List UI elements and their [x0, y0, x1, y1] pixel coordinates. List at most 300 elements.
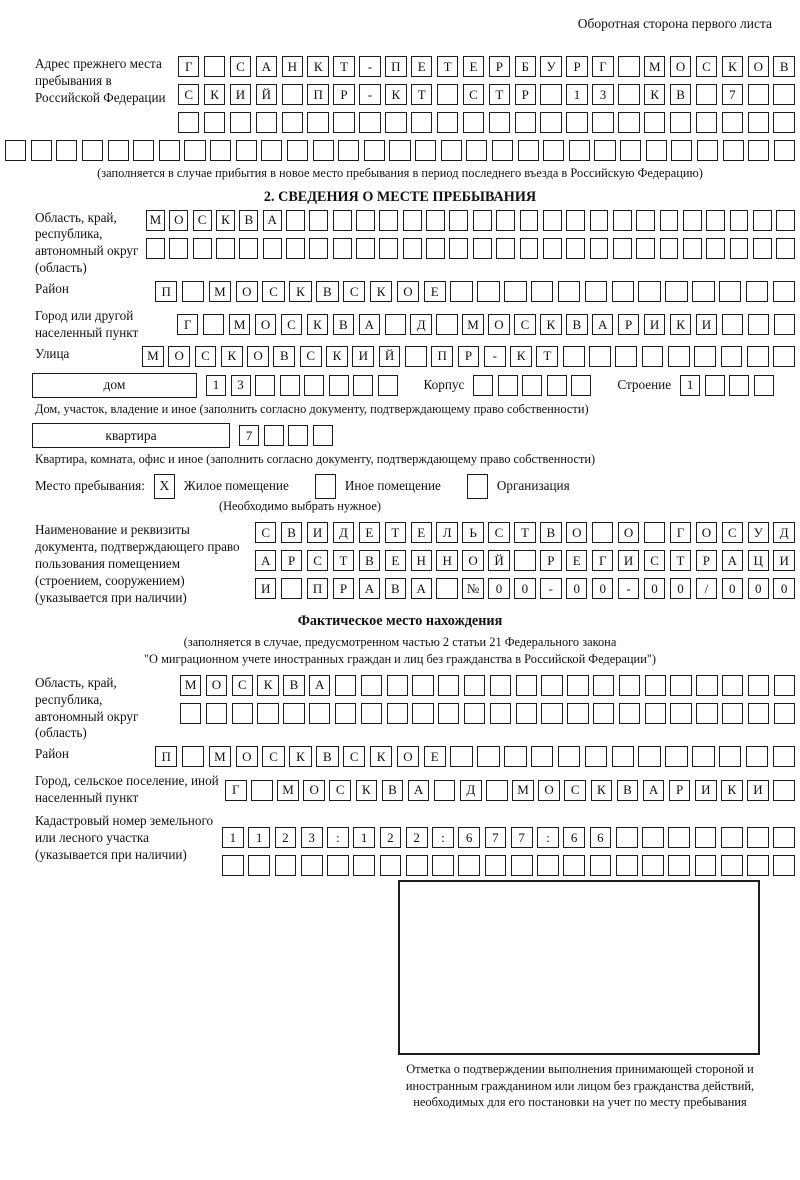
char-cell[interactable]: И: [255, 578, 276, 599]
char-cell[interactable]: [773, 780, 795, 801]
char-cell[interactable]: М: [146, 210, 165, 231]
char-cell[interactable]: В: [670, 84, 691, 105]
char-cell[interactable]: [558, 746, 580, 767]
char-cell[interactable]: [748, 314, 769, 335]
char-cell[interactable]: №: [462, 578, 483, 599]
char-cell[interactable]: [636, 210, 655, 231]
char-cell[interactable]: [335, 703, 356, 724]
char-cell[interactable]: [696, 675, 717, 696]
char-cell[interactable]: [333, 238, 352, 259]
char-cell[interactable]: [615, 346, 637, 367]
char-cell[interactable]: -: [540, 578, 561, 599]
char-cell[interactable]: [210, 140, 231, 161]
char-cell[interactable]: 0: [748, 578, 769, 599]
char-cell[interactable]: [511, 855, 533, 876]
char-cell[interactable]: [287, 140, 308, 161]
char-cell[interactable]: М: [512, 780, 534, 801]
char-cell[interactable]: [747, 346, 769, 367]
char-cell[interactable]: [204, 56, 225, 77]
char-cell[interactable]: О: [696, 522, 717, 543]
char-cell[interactable]: [385, 112, 406, 133]
char-cell[interactable]: Р: [333, 578, 354, 599]
char-cell[interactable]: [541, 675, 562, 696]
char-cell[interactable]: С: [262, 746, 284, 767]
char-cell[interactable]: [327, 855, 349, 876]
char-cell[interactable]: [642, 827, 664, 848]
char-cell[interactable]: [329, 375, 349, 396]
char-cell[interactable]: [670, 112, 691, 133]
char-cell[interactable]: [774, 314, 795, 335]
char-cell[interactable]: Г: [670, 522, 691, 543]
char-cell[interactable]: [378, 375, 398, 396]
char-cell[interactable]: 1: [206, 375, 226, 396]
char-cell[interactable]: [333, 210, 352, 231]
char-cell[interactable]: [616, 827, 638, 848]
char-cell[interactable]: [450, 281, 472, 302]
char-cell[interactable]: [463, 112, 484, 133]
char-cell[interactable]: [184, 140, 205, 161]
char-cell[interactable]: [694, 346, 716, 367]
char-cell[interactable]: [638, 281, 660, 302]
char-cell[interactable]: [498, 375, 518, 396]
char-cell[interactable]: [338, 140, 359, 161]
char-cell[interactable]: [566, 112, 587, 133]
char-cell[interactable]: С: [329, 780, 351, 801]
char-cell[interactable]: [612, 746, 634, 767]
char-cell[interactable]: В: [281, 522, 302, 543]
char-cell[interactable]: О: [236, 281, 258, 302]
char-cell[interactable]: О: [255, 314, 276, 335]
char-cell[interactable]: У: [540, 56, 561, 77]
char-cell[interactable]: [412, 675, 433, 696]
char-cell[interactable]: О: [748, 56, 769, 77]
char-cell[interactable]: П: [307, 84, 328, 105]
char-cell[interactable]: [748, 675, 769, 696]
char-cell[interactable]: С: [463, 84, 484, 105]
char-cell[interactable]: -: [484, 346, 506, 367]
char-cell[interactable]: [251, 780, 273, 801]
char-cell[interactable]: [520, 238, 539, 259]
char-cell[interactable]: О: [670, 56, 691, 77]
char-cell[interactable]: [403, 238, 422, 259]
char-cell[interactable]: [613, 238, 632, 259]
char-cell[interactable]: [531, 746, 553, 767]
char-cell[interactable]: [590, 210, 609, 231]
char-cell[interactable]: :: [432, 827, 454, 848]
char-cell[interactable]: [516, 675, 537, 696]
char-cell[interactable]: М: [180, 675, 201, 696]
char-cell[interactable]: [403, 210, 422, 231]
char-cell[interactable]: [589, 346, 611, 367]
char-cell[interactable]: В: [566, 314, 587, 335]
char-cell[interactable]: [492, 140, 513, 161]
char-cell[interactable]: [670, 675, 691, 696]
char-cell[interactable]: [537, 855, 559, 876]
char-cell[interactable]: С: [644, 550, 665, 571]
char-cell[interactable]: 0: [566, 578, 587, 599]
char-cell[interactable]: [558, 281, 580, 302]
char-cell[interactable]: С: [514, 314, 535, 335]
char-cell[interactable]: [490, 703, 511, 724]
char-cell[interactable]: :: [537, 827, 559, 848]
char-cell[interactable]: [473, 238, 492, 259]
char-cell[interactable]: [729, 375, 749, 396]
char-cell[interactable]: С: [178, 84, 199, 105]
char-cell[interactable]: В: [239, 210, 258, 231]
char-cell[interactable]: [543, 238, 562, 259]
char-cell[interactable]: 7: [722, 84, 743, 105]
char-cell[interactable]: [56, 140, 77, 161]
char-cell[interactable]: А: [256, 56, 277, 77]
char-cell[interactable]: Б: [515, 56, 536, 77]
char-cell[interactable]: [449, 238, 468, 259]
char-cell[interactable]: [280, 375, 300, 396]
char-cell[interactable]: [436, 314, 457, 335]
char-cell[interactable]: [585, 281, 607, 302]
char-cell[interactable]: А: [309, 675, 330, 696]
char-cell[interactable]: [773, 855, 795, 876]
char-cell[interactable]: Е: [359, 522, 380, 543]
char-cell[interactable]: [748, 703, 769, 724]
char-cell[interactable]: [5, 140, 26, 161]
char-cell[interactable]: К: [307, 314, 328, 335]
char-cell[interactable]: Т: [489, 84, 510, 105]
char-cell[interactable]: [31, 140, 52, 161]
char-cell[interactable]: [695, 827, 717, 848]
char-cell[interactable]: 3: [301, 827, 323, 848]
char-cell[interactable]: [307, 112, 328, 133]
char-cell[interactable]: [309, 238, 328, 259]
char-cell[interactable]: [380, 855, 402, 876]
char-cell[interactable]: [566, 210, 585, 231]
char-cell[interactable]: [477, 746, 499, 767]
char-cell[interactable]: Н: [436, 550, 457, 571]
char-cell[interactable]: [450, 746, 472, 767]
char-cell[interactable]: К: [221, 346, 243, 367]
checkbox-residential[interactable]: X: [154, 474, 175, 499]
char-cell[interactable]: Д: [773, 522, 794, 543]
char-cell[interactable]: К: [204, 84, 225, 105]
char-cell[interactable]: [426, 210, 445, 231]
char-cell[interactable]: [133, 140, 154, 161]
char-cell[interactable]: [496, 210, 515, 231]
char-cell[interactable]: [236, 140, 257, 161]
char-cell[interactable]: Т: [437, 56, 458, 77]
char-cell[interactable]: 0: [592, 578, 613, 599]
char-cell[interactable]: [239, 238, 258, 259]
char-cell[interactable]: [776, 210, 795, 231]
char-cell[interactable]: [313, 425, 333, 446]
char-cell[interactable]: [585, 746, 607, 767]
char-cell[interactable]: [774, 140, 795, 161]
char-cell[interactable]: К: [289, 281, 311, 302]
char-cell[interactable]: [592, 522, 613, 543]
char-cell[interactable]: С: [307, 550, 328, 571]
char-cell[interactable]: [335, 675, 356, 696]
char-cell[interactable]: [754, 375, 774, 396]
char-cell[interactable]: [313, 140, 334, 161]
char-cell[interactable]: К: [289, 746, 311, 767]
char-cell[interactable]: [437, 84, 458, 105]
char-cell[interactable]: 0: [488, 578, 509, 599]
char-cell[interactable]: [438, 675, 459, 696]
char-cell[interactable]: [356, 238, 375, 259]
char-cell[interactable]: Г: [225, 780, 247, 801]
char-cell[interactable]: [571, 375, 591, 396]
char-cell[interactable]: [668, 346, 690, 367]
char-cell[interactable]: [644, 522, 665, 543]
char-cell[interactable]: П: [431, 346, 453, 367]
char-cell[interactable]: [387, 703, 408, 724]
char-cell[interactable]: Н: [282, 56, 303, 77]
char-cell[interactable]: [773, 746, 795, 767]
char-cell[interactable]: М: [209, 746, 231, 767]
char-cell[interactable]: [619, 703, 640, 724]
char-cell[interactable]: И: [747, 780, 769, 801]
char-cell[interactable]: [692, 281, 714, 302]
char-cell[interactable]: [464, 703, 485, 724]
char-cell[interactable]: О: [247, 346, 269, 367]
char-cell[interactable]: [515, 112, 536, 133]
char-cell[interactable]: С: [300, 346, 322, 367]
char-cell[interactable]: Д: [460, 780, 482, 801]
char-cell[interactable]: [261, 140, 282, 161]
char-cell[interactable]: [660, 238, 679, 259]
char-cell[interactable]: Д: [410, 314, 431, 335]
char-cell[interactable]: [696, 84, 717, 105]
char-cell[interactable]: [773, 827, 795, 848]
char-cell[interactable]: [406, 855, 428, 876]
char-cell[interactable]: Т: [333, 56, 354, 77]
char-cell[interactable]: [753, 238, 772, 259]
char-cell[interactable]: [618, 112, 639, 133]
char-cell[interactable]: [356, 210, 375, 231]
char-cell[interactable]: Р: [281, 550, 302, 571]
checkbox-other-premises[interactable]: [315, 474, 336, 499]
char-cell[interactable]: Й: [256, 84, 277, 105]
char-cell[interactable]: [301, 855, 323, 876]
char-cell[interactable]: Г: [178, 56, 199, 77]
char-cell[interactable]: 1: [248, 827, 270, 848]
char-cell[interactable]: [773, 84, 794, 105]
char-cell[interactable]: [379, 210, 398, 231]
char-cell[interactable]: [304, 375, 324, 396]
char-cell[interactable]: М: [229, 314, 250, 335]
char-cell[interactable]: Е: [424, 281, 446, 302]
char-cell[interactable]: 0: [670, 578, 691, 599]
char-cell[interactable]: М: [277, 780, 299, 801]
char-cell[interactable]: [638, 746, 660, 767]
char-cell[interactable]: 1: [566, 84, 587, 105]
char-cell[interactable]: 0: [773, 578, 794, 599]
char-cell[interactable]: Г: [592, 550, 613, 571]
char-cell[interactable]: Р: [669, 780, 691, 801]
char-cell[interactable]: [204, 112, 225, 133]
char-cell[interactable]: В: [273, 346, 295, 367]
char-cell[interactable]: [379, 238, 398, 259]
char-cell[interactable]: К: [326, 346, 348, 367]
char-cell[interactable]: А: [359, 578, 380, 599]
char-cell[interactable]: Т: [411, 84, 432, 105]
char-cell[interactable]: [569, 140, 590, 161]
char-cell[interactable]: [683, 210, 702, 231]
char-cell[interactable]: [567, 675, 588, 696]
char-cell[interactable]: [645, 675, 666, 696]
char-cell[interactable]: Н: [411, 550, 432, 571]
char-cell[interactable]: 2: [406, 827, 428, 848]
char-cell[interactable]: 6: [590, 827, 612, 848]
char-cell[interactable]: В: [333, 314, 354, 335]
char-cell[interactable]: [644, 112, 665, 133]
char-cell[interactable]: [543, 210, 562, 231]
char-cell[interactable]: [619, 675, 640, 696]
char-cell[interactable]: [642, 346, 664, 367]
char-cell[interactable]: 7: [511, 827, 533, 848]
char-cell[interactable]: [309, 703, 330, 724]
char-cell[interactable]: [746, 746, 768, 767]
char-cell[interactable]: [540, 84, 561, 105]
char-cell[interactable]: [671, 140, 692, 161]
char-cell[interactable]: [706, 210, 725, 231]
char-cell[interactable]: [477, 281, 499, 302]
char-cell[interactable]: 1: [222, 827, 244, 848]
char-cell[interactable]: [437, 112, 458, 133]
char-cell[interactable]: М: [142, 346, 164, 367]
char-cell[interactable]: О: [488, 314, 509, 335]
char-cell[interactable]: [436, 578, 457, 599]
char-cell[interactable]: Р: [566, 56, 587, 77]
char-cell[interactable]: П: [307, 578, 328, 599]
char-cell[interactable]: К: [722, 56, 743, 77]
char-cell[interactable]: Т: [670, 550, 691, 571]
char-cell[interactable]: К: [670, 314, 691, 335]
char-cell[interactable]: С: [230, 56, 251, 77]
char-cell[interactable]: О: [397, 281, 419, 302]
char-cell[interactable]: [108, 140, 129, 161]
char-cell[interactable]: [518, 140, 539, 161]
char-cell[interactable]: К: [257, 675, 278, 696]
char-cell[interactable]: [620, 140, 641, 161]
char-cell[interactable]: К: [216, 210, 235, 231]
char-cell[interactable]: [432, 855, 454, 876]
char-cell[interactable]: Е: [411, 56, 432, 77]
char-cell[interactable]: С: [193, 210, 212, 231]
char-cell[interactable]: [473, 375, 493, 396]
char-cell[interactable]: [723, 140, 744, 161]
char-cell[interactable]: [256, 112, 277, 133]
char-cell[interactable]: [692, 746, 714, 767]
char-cell[interactable]: О: [206, 675, 227, 696]
char-cell[interactable]: [593, 675, 614, 696]
char-cell[interactable]: [438, 703, 459, 724]
char-cell[interactable]: В: [773, 56, 794, 77]
char-cell[interactable]: [695, 855, 717, 876]
char-cell[interactable]: 3: [231, 375, 251, 396]
checkbox-organization[interactable]: [467, 474, 488, 499]
char-cell[interactable]: 7: [485, 827, 507, 848]
char-cell[interactable]: П: [155, 746, 177, 767]
char-cell[interactable]: [458, 855, 480, 876]
char-cell[interactable]: [746, 281, 768, 302]
char-cell[interactable]: В: [382, 780, 404, 801]
char-cell[interactable]: Е: [385, 550, 406, 571]
char-cell[interactable]: [232, 703, 253, 724]
char-cell[interactable]: Е: [424, 746, 446, 767]
char-cell[interactable]: [683, 238, 702, 259]
char-cell[interactable]: [774, 675, 795, 696]
char-cell[interactable]: К: [370, 746, 392, 767]
char-cell[interactable]: [264, 425, 284, 446]
char-cell[interactable]: Д: [333, 522, 354, 543]
char-cell[interactable]: С: [696, 56, 717, 77]
char-cell[interactable]: [389, 140, 410, 161]
char-cell[interactable]: [282, 112, 303, 133]
char-cell[interactable]: Р: [458, 346, 480, 367]
char-cell[interactable]: К: [510, 346, 532, 367]
char-cell[interactable]: С: [343, 746, 365, 767]
char-cell[interactable]: Т: [536, 346, 558, 367]
char-cell[interactable]: 6: [458, 827, 480, 848]
char-cell[interactable]: [696, 112, 717, 133]
char-cell[interactable]: К: [370, 281, 392, 302]
char-cell[interactable]: У: [748, 522, 769, 543]
char-cell[interactable]: И: [352, 346, 374, 367]
char-cell[interactable]: [146, 238, 165, 259]
char-cell[interactable]: [486, 780, 508, 801]
char-cell[interactable]: С: [262, 281, 284, 302]
char-cell[interactable]: [721, 855, 743, 876]
char-cell[interactable]: С: [343, 281, 365, 302]
char-cell[interactable]: [434, 780, 456, 801]
char-cell[interactable]: С: [281, 314, 302, 335]
char-cell[interactable]: Р: [515, 84, 536, 105]
char-cell[interactable]: [520, 210, 539, 231]
char-cell[interactable]: [286, 210, 305, 231]
char-cell[interactable]: [531, 281, 553, 302]
char-cell[interactable]: О: [236, 746, 258, 767]
char-cell[interactable]: [248, 855, 270, 876]
char-cell[interactable]: [275, 855, 297, 876]
char-cell[interactable]: С: [564, 780, 586, 801]
char-cell[interactable]: [722, 703, 743, 724]
char-cell[interactable]: [263, 238, 282, 259]
char-cell[interactable]: [496, 238, 515, 259]
char-cell[interactable]: [353, 855, 375, 876]
char-cell[interactable]: В: [283, 675, 304, 696]
char-cell[interactable]: 1: [680, 375, 700, 396]
char-cell[interactable]: [773, 112, 794, 133]
char-cell[interactable]: А: [255, 550, 276, 571]
char-cell[interactable]: Р: [333, 84, 354, 105]
char-cell[interactable]: [592, 112, 613, 133]
char-cell[interactable]: -: [359, 56, 380, 77]
char-cell[interactable]: [169, 238, 188, 259]
char-cell[interactable]: О: [566, 522, 587, 543]
char-cell[interactable]: М: [644, 56, 665, 77]
char-cell[interactable]: [636, 238, 655, 259]
char-cell[interactable]: [464, 675, 485, 696]
char-cell[interactable]: 2: [275, 827, 297, 848]
char-cell[interactable]: А: [359, 314, 380, 335]
char-cell[interactable]: [748, 84, 769, 105]
char-cell[interactable]: [543, 140, 564, 161]
char-cell[interactable]: 3: [592, 84, 613, 105]
char-cell[interactable]: [697, 140, 718, 161]
char-cell[interactable]: С: [232, 675, 253, 696]
char-cell[interactable]: [412, 703, 433, 724]
char-cell[interactable]: [730, 210, 749, 231]
char-cell[interactable]: [774, 703, 795, 724]
